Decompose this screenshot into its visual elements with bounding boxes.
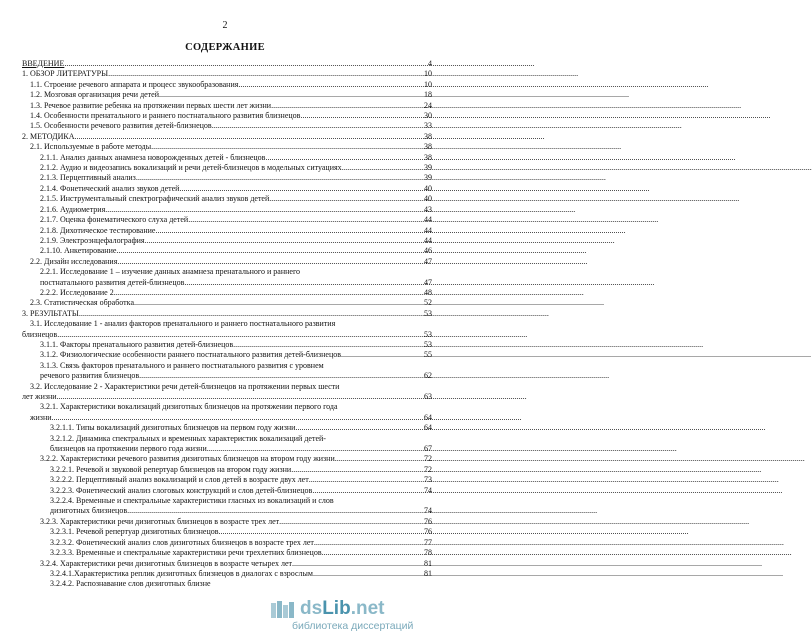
- toc-leader-dots: [145, 236, 423, 246]
- toc-entry-text: 2.1. Используемые в работе методы: [30, 142, 152, 152]
- toc-page-number: 81: [424, 558, 432, 568]
- toc-page-number: 33: [424, 121, 432, 131]
- toc-entry-text: 3.1.1. Факторы пренатального развития детей-близнецов: [40, 339, 234, 349]
- toc-leader-dots: [155, 226, 423, 236]
- toc-leader-dots: [212, 121, 423, 131]
- toc-entry[interactable]: [22, 236, 432, 246]
- toc-leader-dots: [139, 371, 423, 381]
- toc-page-number: 39: [424, 163, 432, 173]
- toc-entry[interactable]: [22, 90, 432, 100]
- toc-entry[interactable]: [22, 330, 432, 340]
- toc-entry-text: 3.2.4.1.Характеристика реплик дизиготных близнецов в диалогах с взрослым: [50, 568, 313, 578]
- toc-leader-dots: [233, 340, 423, 350]
- toc-leader-dots: [219, 527, 423, 537]
- toc-page-number: 40: [424, 194, 432, 204]
- toc-leader-dots: [117, 257, 423, 267]
- toc-leader-dots: [291, 465, 423, 475]
- toc-page-number: 46: [424, 246, 432, 256]
- toc-leader-dots: [238, 80, 423, 90]
- toc-entry-text: дизиготных близнецов: [50, 506, 128, 516]
- toc-entry-text: 3.2.1.1. Типы вокализаций дизиготных близнецов на первом году жизни: [50, 423, 296, 433]
- toc-leader-dots: [136, 173, 423, 183]
- toc-leader-dots: [335, 454, 423, 464]
- toc-entry-line: 3.1.3. Связь факторов пренатального и раннего постнатального развития с уровнем: [40, 360, 324, 370]
- toc-page-number: 44: [424, 215, 432, 225]
- toc-leader-dots: [79, 309, 423, 319]
- toc-entry[interactable]: [22, 153, 432, 163]
- toc-entry-text: лет жизни: [22, 392, 57, 401]
- toc-entry-text: 2.1.6. Аудиометрия: [40, 204, 106, 214]
- toc-page-number: 39: [424, 173, 432, 183]
- toc-title: СОДЕРЖАНИЕ: [185, 42, 265, 53]
- toc-page-number: 10: [424, 79, 432, 89]
- toc-entry[interactable]: [22, 475, 432, 485]
- toc-page-number: 62: [424, 371, 432, 381]
- toc-leader-dots: [184, 278, 423, 288]
- toc-page-number: 47: [424, 277, 432, 287]
- toc-entry-text: 1. ОБЗОР ЛИТЕРАТУРЫ: [22, 69, 109, 79]
- toc-leader-dots: [295, 423, 423, 433]
- toc-entry[interactable]: [22, 288, 432, 298]
- toc-entry[interactable]: [22, 257, 432, 267]
- toc-leader-dots: [188, 215, 423, 225]
- toc-entry[interactable]: [22, 226, 432, 236]
- toc-entry-text: речевого развития близнецов: [40, 371, 140, 381]
- toc-entry-text: 3.2.2. Характеристики речевого развития дизиготных близнецов на втором году жизни: [40, 454, 335, 464]
- toc-entry-text: 2.1.9. Электроэнцефалография: [40, 235, 145, 245]
- toc-entry-text: 3. РЕЗУЛЬТАТЫ: [22, 308, 79, 318]
- toc-entry-text: 3.2.2.1. Речевой и звуковой репертуар близнецов на втором году жизни: [50, 464, 292, 474]
- toc-leader-dots: [116, 246, 423, 256]
- toc-leader-dots: [207, 444, 423, 454]
- toc-entry[interactable]: [22, 579, 432, 589]
- toc-entry[interactable]: [22, 465, 432, 475]
- toc-entry-text: 2.3. Статистическая обработка: [30, 298, 134, 308]
- toc-leader-dots: [265, 153, 423, 163]
- toc-page-number: 74: [424, 485, 432, 495]
- toc-entry-text: 1.1. Строение речевого аппарата и процесс звукообразования: [30, 79, 239, 89]
- toc-page-number: 4: [428, 59, 432, 68]
- toc-entry-text: жизни: [30, 412, 52, 422]
- toc-leader-dots: [64, 59, 427, 69]
- toc-page-number: 76: [424, 527, 432, 537]
- toc-leader-dots: [314, 538, 423, 548]
- toc-entry-text: 2.1.10. Анкетирование: [40, 246, 117, 256]
- toc-leader-dots: [312, 486, 423, 496]
- toc-leader-dots: [271, 101, 423, 111]
- toc-entry[interactable]: [22, 194, 432, 204]
- toc-entry[interactable]: [22, 454, 432, 464]
- toc-entry-text: 3.2.3. Характеристики речи дизиготных близнецов в возрасте трех лет: [40, 516, 280, 526]
- toc-leader-dots: [269, 194, 423, 204]
- toc-page-number: 77: [424, 537, 432, 547]
- toc-entry[interactable]: [22, 298, 432, 308]
- toc-entry-text: 1.3. Речевое развитие ребенка на протяжении первых шести лет жизни: [30, 100, 272, 110]
- toc-entry-line: 3.2. Исследование 2 - Характеристики речи детей-близнецов на протяжении первых шести: [30, 381, 340, 391]
- toc-entry[interactable]: [22, 59, 432, 69]
- toc-entry-text: 3.2.3.2. Фонетический анализ слов дизиготных близнецов в возрасте трех лет: [50, 537, 314, 547]
- toc-entry[interactable]: [22, 111, 432, 121]
- toc-page-number: 76: [424, 516, 432, 526]
- toc-page-number: 40: [424, 183, 432, 193]
- toc-page-number: 44: [424, 235, 432, 245]
- toc-page-number: 53: [424, 339, 432, 349]
- toc-leader-dots: [108, 69, 423, 79]
- toc-entry[interactable]: [22, 80, 432, 90]
- toc-page-number: 43: [424, 204, 432, 214]
- toc-page-number: 53: [424, 308, 432, 318]
- toc-page-number: 48: [424, 287, 432, 297]
- toc-entry[interactable]: [22, 163, 432, 173]
- toc-page-number: 78: [424, 548, 432, 558]
- toc-entry-text: 3.2.4.2. Распознавание слов дизиготных близне: [50, 579, 211, 589]
- books-icon: [270, 599, 296, 619]
- toc-page-number: 63: [424, 392, 432, 401]
- toc-entry-line: 3.2.1. Характеристики вокализаций дизиготных близнецов на протяжении первого года: [40, 402, 338, 412]
- toc-entry[interactable]: [22, 205, 432, 215]
- watermark: [270, 598, 450, 634]
- toc-page-number: 18: [424, 90, 432, 100]
- toc-page-number: 64: [424, 412, 432, 422]
- toc-entry[interactable]: [22, 517, 432, 527]
- toc-leader-dots: [57, 392, 423, 402]
- toc-entry[interactable]: [22, 548, 432, 558]
- toc-entry[interactable]: [22, 559, 432, 569]
- toc-leader-dots: [52, 413, 423, 423]
- toc-page-number: 24: [424, 100, 432, 110]
- toc-entry[interactable]: [22, 278, 432, 288]
- toc-entry-line: 3.2.2.4. Временные и спектральные характеристики гласных из вокализаций и слов: [50, 496, 334, 506]
- toc-entry-text: 1.4. Особенности пренатального и раннего постнатального развития близнецов: [30, 111, 301, 121]
- toc-leader-dots: [322, 548, 423, 558]
- toc-entry[interactable]: [22, 132, 432, 142]
- toc-entry[interactable]: [22, 444, 432, 454]
- toc-leader-dots: [75, 132, 423, 142]
- toc-page-number: 30: [424, 111, 432, 121]
- toc-leader-dots: [127, 506, 423, 516]
- toc-page-number: 74: [424, 506, 432, 516]
- toc-entry[interactable]: [22, 423, 432, 433]
- toc-entry-text: 2.1.5. Инструментальный спектрографический анализ звуков детей: [40, 194, 270, 204]
- page-number: 2: [222, 20, 228, 31]
- toc-entry-text: 2.1.1. Анализ данных анамнеза новорожденных детей - близнецов: [40, 152, 266, 162]
- toc-leader-dots: [342, 163, 423, 173]
- toc-entry[interactable]: [22, 184, 432, 194]
- toc-leader-dots: [279, 517, 423, 527]
- toc-entry[interactable]: [22, 246, 432, 256]
- toc-leader-dots: [300, 111, 423, 121]
- toc-page-number: 81: [424, 568, 432, 578]
- toc-page-number: 53: [424, 329, 432, 339]
- toc-entry[interactable]: [22, 121, 432, 131]
- toc-leader-dots: [105, 205, 423, 215]
- toc-leader-dots: [159, 90, 423, 100]
- toc-entry-text: 1.2. Мозговая организация речи детей: [30, 90, 160, 100]
- toc-page-number: 72: [424, 454, 432, 464]
- toc-entry-text: 2. МЕТОДИКА: [22, 131, 75, 141]
- toc-page-number: 10: [424, 69, 432, 79]
- toc-entry[interactable]: [22, 215, 432, 225]
- toc-entry-text: 2.2. Дизайн исследования: [30, 256, 118, 266]
- toc-entry[interactable]: [22, 142, 432, 152]
- toc-entry[interactable]: [22, 350, 432, 360]
- toc-page-number: 38: [424, 142, 432, 152]
- toc-entry[interactable]: [22, 486, 432, 496]
- toc-leader-dots: [313, 569, 423, 579]
- toc-entry-text: 2.1.7. Оценка фонематического слуха детей: [40, 215, 189, 225]
- toc-entry[interactable]: [22, 309, 432, 319]
- watermark-logo: dsLib.net: [300, 598, 385, 619]
- toc-entry-line: 3.2.1.2. Динамика спектральных и временных характеристик вокализаций детей-: [50, 433, 326, 443]
- toc-entry[interactable]: [22, 538, 432, 548]
- toc-page-number: 47: [424, 256, 432, 266]
- toc-leader-dots: [151, 142, 423, 152]
- toc-entry[interactable]: [22, 371, 432, 381]
- toc-leader-dots: [292, 559, 423, 569]
- toc-entry[interactable]: [22, 506, 432, 516]
- toc-entry-text: 3.2.3.3. Временные и спектральные характеристики речи трехлетних близнецов: [50, 548, 322, 558]
- toc-entry-line: 2.2.1. Исследование 1 – изучение данных анамнеза пренатального и раннего: [40, 267, 301, 277]
- toc-entry-text: 3.2.2.2. Перцептивный анализ вокализаций и слов детей в возрасте двух лет: [50, 475, 309, 485]
- toc-page-number: 38: [424, 131, 432, 141]
- toc-entry-text: 3.1.2. Физиологические особенности раннего постнатального развития детей-близнецов: [40, 350, 342, 360]
- toc-page-number: 67: [424, 444, 432, 454]
- toc-entry[interactable]: [22, 173, 432, 183]
- toc-page-number: 44: [424, 225, 432, 235]
- toc-leader-dots: [134, 298, 423, 308]
- toc-entry-text: постнатального развития детей-близнецов: [40, 277, 185, 287]
- toc-entry[interactable]: [22, 69, 432, 79]
- toc-entry-text: 3.2.4. Характеристики речи дизиготных близнецов в возрасте четырех лет: [40, 558, 292, 568]
- toc-page-number: 38: [424, 152, 432, 162]
- toc-page-number: 72: [424, 464, 432, 474]
- toc-page-number: 55: [424, 350, 432, 360]
- toc-leader-dots: [309, 475, 423, 485]
- toc-leader-dots: [179, 184, 423, 194]
- toc-entry[interactable]: [22, 569, 432, 579]
- toc-entry[interactable]: [22, 527, 432, 537]
- toc-entry-text: 3.2.2.3. Фонетический анализ слоговых конструкций и слов детей-близнецов: [50, 485, 313, 495]
- toc-entry-text: 2.1.2. Аудио и видеозапись вокализаций и речи детей-близнецов в модельных ситуациях: [40, 163, 342, 173]
- toc-page-number: 64: [424, 423, 432, 433]
- toc-entry-text: 1.5. Особенности речевого развития детей-близнецов: [30, 121, 212, 131]
- toc-entry-text: 2.1.4. Фонетический анализ звуков детей: [40, 183, 180, 193]
- table-of-contents: [22, 59, 432, 590]
- toc-entry-text: 2.1.8. Дихотическое тестирование: [40, 225, 156, 235]
- toc-entry-text: 3.2.3.1. Речевой репертуар дизиготных близнецов: [50, 527, 219, 537]
- toc-entry-text: 2.1.3. Перцептивный анализ: [40, 173, 136, 183]
- toc-page-number: 73: [424, 475, 432, 485]
- toc-entry-text: близнецов на протяжении первого года жизни: [50, 444, 207, 454]
- toc-leader-dots: [114, 288, 423, 298]
- toc-entry-line: 3.1. Исследование 1 - анализ факторов пренатального и раннего постнатального развития: [30, 319, 336, 329]
- watermark-subtitle: библиотека диссертаций: [292, 620, 414, 632]
- toc-leader-dots: [57, 330, 423, 340]
- toc-entry[interactable]: [22, 340, 432, 350]
- toc-entry[interactable]: [22, 392, 432, 402]
- toc-entry-text: 2.2.2. Исследование 2: [40, 287, 114, 297]
- toc-entry[interactable]: [22, 101, 432, 111]
- toc-page-number: 52: [424, 298, 432, 308]
- toc-entry[interactable]: [22, 413, 432, 423]
- toc-leader-dots: [341, 350, 423, 360]
- toc-entry-text: близнецов: [22, 329, 58, 339]
- toc-entry-text: ВВЕДЕНИЕ: [22, 59, 65, 68]
